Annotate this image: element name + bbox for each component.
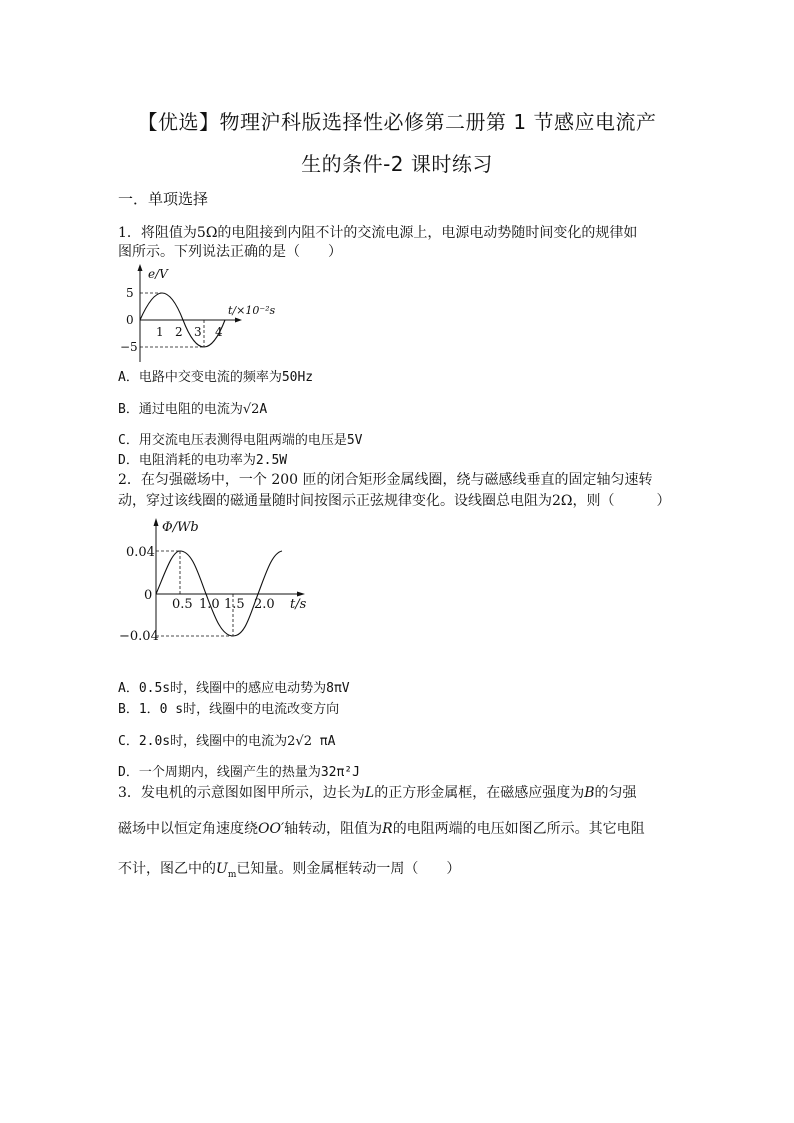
q3-var-l: L: [364, 785, 375, 801]
q2-x-tick: 2.0: [254, 597, 275, 612]
q2-y-axis-label: Φ/Wb: [162, 520, 199, 535]
q1-option-d: D．电阻消耗的电功率为2.5W: [118, 453, 288, 468]
q3-text: 不计，图乙中的: [118, 861, 216, 877]
q1-x-tick: 3: [194, 325, 202, 339]
q3-var-u: U: [216, 861, 228, 877]
q1-x-tick: 2: [175, 325, 183, 339]
q3-text: 的匀强: [594, 785, 637, 801]
q3-var-r: R: [382, 821, 393, 837]
q2-stem-line-2: 动，穿过该线圈的磁通量随时间按图示正弦规律变化。设线圈总电阻为2Ω，则（ ）: [118, 493, 671, 509]
q3-stem-line-2: [118, 820, 645, 838]
q2-option-d: D．一个周期内，线圈产生的热量为32π²J: [118, 765, 360, 780]
q2-y-tick: 0: [144, 588, 153, 603]
q3-text: 已知量。则金属框转动一周（ ）: [236, 861, 461, 877]
q1-y-tick: 5: [126, 286, 134, 300]
q1-stem-line-2: 图所示。下列说法正确的是（ ）: [118, 244, 342, 260]
q1-x-tick: 1: [156, 325, 164, 339]
q1-x-axis-label: t/×10⁻²s: [228, 304, 276, 317]
q2-graph: [118, 515, 318, 645]
q1-option-a: A．电路中交变电流的频率为50Hz: [118, 370, 314, 385]
q1-y-axis-label: e/V: [148, 267, 168, 281]
q3-var-b: B: [584, 785, 595, 801]
q1-graph: [118, 262, 288, 366]
q3-stem-line-3: [118, 860, 460, 884]
q2-option-c: [118, 733, 335, 751]
q1-y-tick: −5: [120, 340, 138, 354]
q3-text: 的正方形金属框，在磁感应强度为: [374, 785, 585, 801]
q2-x-tick: 1.0: [199, 597, 220, 612]
q2-y-tick: 0.04: [126, 545, 155, 560]
q2-y-tick: −0.04: [119, 629, 159, 644]
q3-stem-line-1: [118, 784, 637, 802]
doc-title-line-2: 生的条件-2 课时练习: [301, 152, 493, 176]
q1-x-tick: 4: [215, 325, 223, 339]
doc-title-line-1: 【优选】物理沪科版选择性必修第二册第 1 节感应电流产: [137, 110, 657, 134]
q2-x-axis-label: t/s: [290, 597, 307, 612]
q2-option-c-unit: πA: [311, 734, 336, 749]
q1-option-b-unit: A: [259, 402, 268, 417]
q1-option-b-sqrt: √2: [242, 402, 260, 417]
q3-var-axis: OO′: [258, 821, 285, 837]
q3-text: 3．发电机的示意图如图甲所示，边长为: [118, 785, 365, 801]
q2-option-b: B．1．0 s时，线圈中的电流改变方向: [118, 702, 340, 717]
q1-option-c: C．用交流电压表测得电阻两端的电压是5V: [118, 433, 363, 448]
q2-option-a: A．0.5s时，线圈中的感应电动势为8πV: [118, 681, 350, 696]
q2-x-tick: 1.5: [224, 597, 245, 612]
q3-text: 的电阻两端的电压如图乙所示。其它电阻: [392, 821, 645, 837]
q2-x-tick: 0.5: [172, 597, 193, 612]
q3-text: 磁场中以恒定角速度绕: [118, 821, 258, 837]
q2-stem-line-1: 2．在匀强磁场中，一个 200 匝的闭合矩形金属线圈，绕与磁感线垂直的固定轴匀速转: [118, 472, 653, 488]
q2-option-c-text: C．2.0s时，线圈中的电流为: [118, 734, 288, 749]
q3-text: 轴转动，阻值为: [284, 821, 383, 837]
section-heading: 一．单项选择: [118, 190, 209, 208]
q1-option-b-text: B．通过电阻的电流为: [118, 402, 243, 417]
q1-y-tick: 0: [126, 313, 134, 327]
q1-option-b: [118, 401, 267, 419]
q2-option-c-value: 2√2: [287, 734, 312, 749]
q3-var-u-subscript: m: [227, 869, 237, 880]
q1-stem-line-1: 1．将阻值为5Ω的电阻接到内阻不计的交流电源上，电源电动势随时间变化的规律如: [118, 225, 638, 241]
